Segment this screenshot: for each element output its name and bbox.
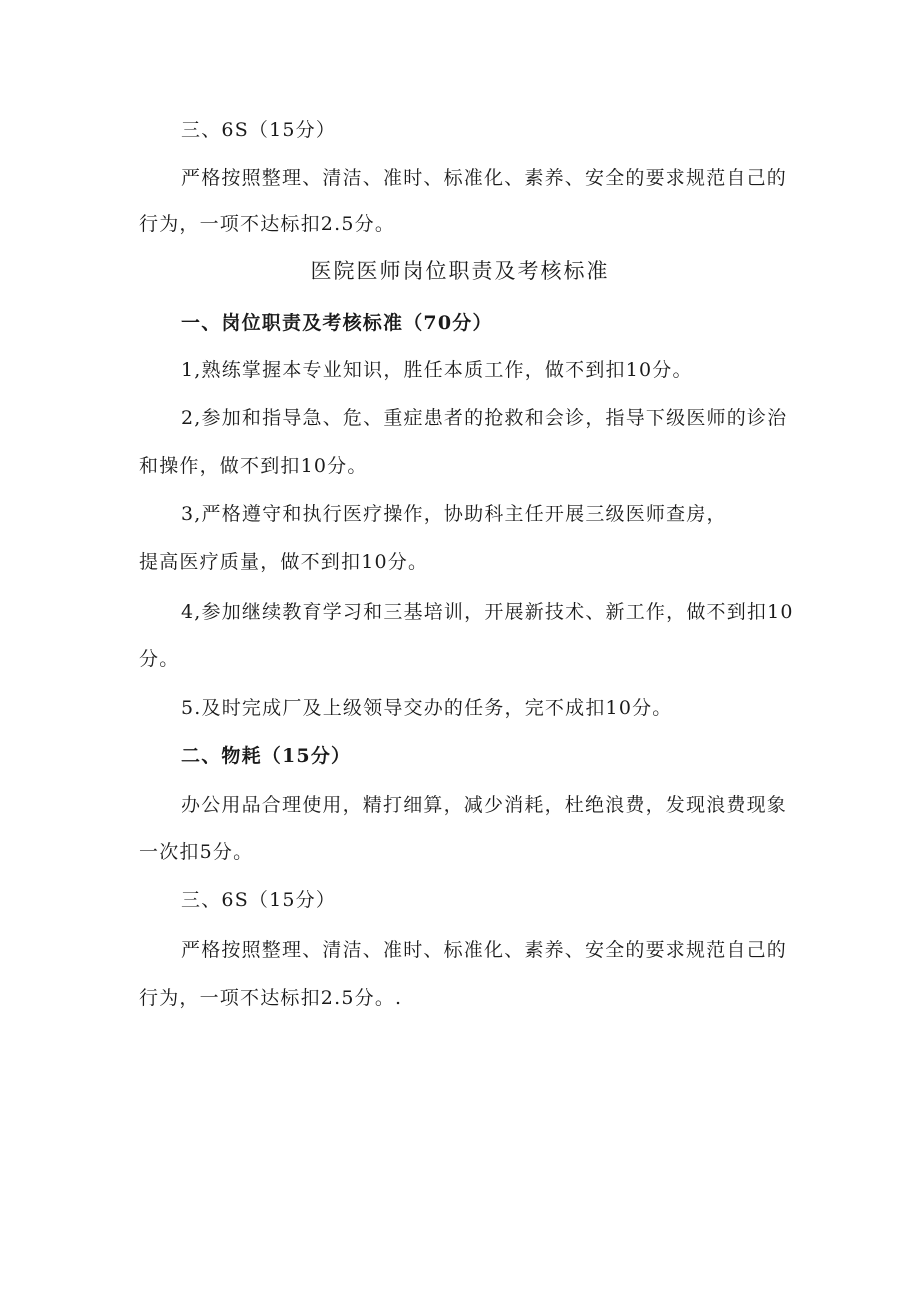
section1-item4-line2: 分。 [139, 648, 180, 670]
section3-text-line1: 严格按照整理、清洁、准时、标准化、素养、安全的要求规范自己的 [181, 939, 788, 961]
section1-item1: 1,熟练掌握本专业知识，胜任本质工作，做不到扣10分。 [181, 359, 693, 381]
section1-item2-line1: 2,参加和指导急、危、重症患者的抢救和会诊，指导下级医师的诊治 [181, 407, 788, 429]
document-title: 医院医师岗位职责及考核标准 [310, 259, 610, 283]
section1-item2-line2: 和操作，做不到扣10分。 [139, 455, 368, 477]
section-top-heading: 三、6S（15分） [181, 119, 337, 141]
section2-heading: 二、物耗（15分） [181, 745, 352, 767]
section2-text-line2: 一次扣5分。 [139, 841, 254, 863]
section1-item3-line1: 3,严格遵守和执行医疗操作，协助科主任开展三级医师查房， [181, 503, 727, 525]
section1-heading: 一、岗位职责及考核标准（70分） [181, 312, 493, 334]
section-top-text-line1: 严格按照整理、清洁、准时、标准化、素养、安全的要求规范自己的 [181, 167, 788, 189]
section1-item4-line1: 4,参加继续教育学习和三基培训，开展新技术、新工作，做不到扣10 [181, 601, 794, 623]
section2-text-line1: 办公用品合理使用，精打细算，减少消耗，杜绝浪费，发现浪费现象 [181, 794, 788, 816]
section-top-text-line2: 行为，一项不达标扣2.5分。 [139, 213, 396, 235]
section1-item5: 5.及时完成厂及上级领导交办的任务，完不成扣10分。 [181, 697, 673, 719]
section3-heading: 三、6S（15分） [181, 889, 337, 911]
section3-text-line2: 行为，一项不达标扣2.5分。. [139, 987, 403, 1009]
section1-item3-line2: 提高医疗质量，做不到扣10分。 [139, 551, 429, 573]
